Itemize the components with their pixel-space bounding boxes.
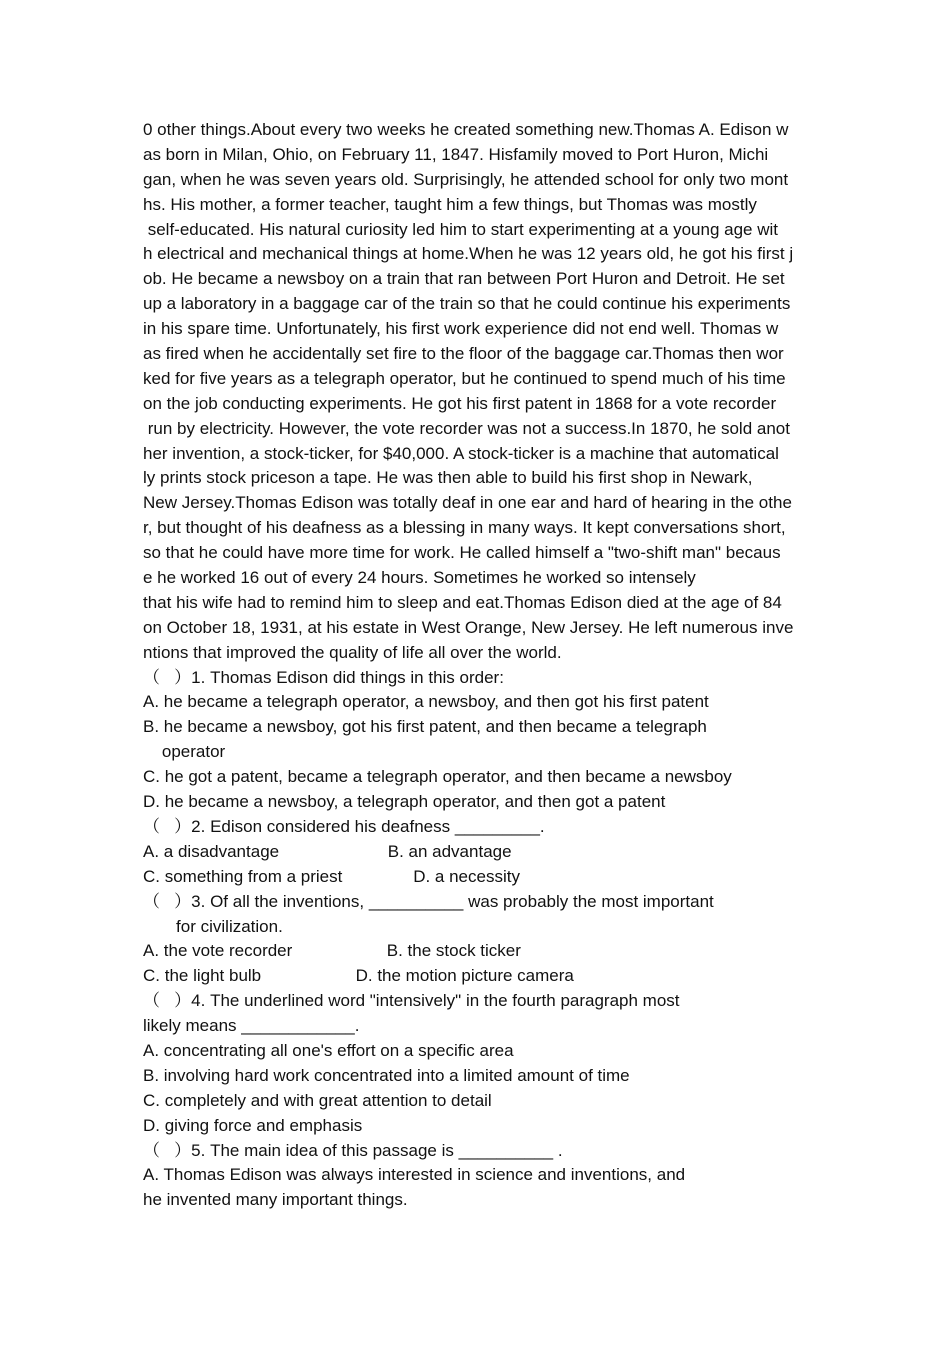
option-b: B. involving hard work concentrated into a limited amount of time	[143, 1065, 630, 1085]
question-stem: （ ）5. The main idea of this passage is __________ .	[143, 1140, 563, 1160]
option-a-continued: he invented many important things.	[143, 1190, 408, 1210]
passage-line: up a laboratory in a baggage car of the train so that he could continue his experiments	[143, 294, 791, 314]
question-stem: （ ）1. Thomas Edison did things in this order:	[143, 667, 504, 687]
passage-line: so that he could have more time for work. He called himself a "two-shift man" becaus	[143, 543, 781, 563]
passage-line: ked for five years as a telegraph operator, but he continued to spend much of his time	[143, 368, 786, 388]
options-c-d: C. the light bulb D. the motion picture camera	[143, 966, 574, 986]
passage-line: as fired when he accidentally set fire to the floor of the baggage car.Thomas then wor	[143, 344, 784, 364]
option-d: D. he became a newsboy, a telegraph operator, and then got a patent	[143, 792, 666, 812]
option-b-continued: operator	[143, 742, 226, 762]
passage-line: hs. His mother, a former teacher, taught him a few things, but Thomas was mostly	[143, 194, 757, 214]
passage-line: in his spare time. Unfortunately, his first work experience did not end well. Thomas w	[143, 319, 779, 339]
question-1	[143, 666, 843, 815]
option-a: A. he became a telegraph operator, a newsboy, and then got his first patent	[143, 692, 709, 712]
option-d: D. giving force and emphasis	[143, 1115, 363, 1135]
question-stem-continued: likely means ____________.	[143, 1016, 360, 1036]
question-2	[143, 815, 843, 890]
options-a-b: A. a disadvantage B. an advantage	[143, 841, 512, 861]
passage-line: r, but thought of his deafness as a blessing in many ways. It kept conversations short,	[143, 518, 786, 538]
question-stem: （ ）3. Of all the inventions, __________ was probably the most important	[143, 891, 714, 911]
question-5	[143, 1139, 843, 1214]
passage-line: on October 18, 1931, at his estate in West Orange, New Jersey. He left numerous inve	[143, 617, 794, 637]
passage-line: that his wife had to remind him to sleep and eat.Thomas Edison died at the age of 84	[143, 592, 782, 612]
option-a: A. Thomas Edison was always interested in science and inventions, and	[143, 1165, 686, 1185]
options-c-d: C. something from a priest D. a necessity	[143, 866, 520, 886]
question-3	[143, 890, 843, 990]
passage-line: gan, when he was seven years old. Surprisingly, he attended school for only two mont	[143, 169, 789, 189]
passage-line: as born in Milan, Ohio, on February 11, 1847. Hisfamily moved to Port Huron, Michi	[143, 144, 769, 164]
passage	[143, 118, 843, 666]
passage-line: h electrical and mechanical things at home.When he was 12 years old, he got his first j	[143, 244, 794, 264]
passage-line: e he worked 16 out of every 24 hours. Sometimes he worked so intensely	[143, 568, 696, 588]
option-c: C. completely and with great attention to detail	[143, 1090, 492, 1110]
option-c: C. he got a patent, became a telegraph operator, and then became a newsboy	[143, 767, 732, 787]
question-4	[143, 989, 843, 1138]
passage-line: ob. He became a newsboy on a train that ran between Port Huron and Detroit. He set	[143, 269, 785, 289]
passage-line: ntions that improved the quality of life all over the world.	[143, 642, 562, 662]
passage-line: self-educated. His natural curiosity led him to start experimenting at a young age wit	[143, 219, 778, 239]
passage-line: on the job conducting experiments. He got his first patent in 1868 for a vote recorder	[143, 393, 777, 413]
passage-line: ly prints stock priceson a tape. He was then able to build his first shop in Newark,	[143, 468, 753, 488]
option-a: A. concentrating all one's effort on a specific area	[143, 1040, 514, 1060]
question-stem: （ ）2. Edison considered his deafness _________.	[143, 816, 545, 836]
passage-line: her invention, a stock-ticker, for $40,000. A stock-ticker is a machine that automatical	[143, 443, 779, 463]
options-a-b: A. the vote recorder B. the stock ticker	[143, 941, 521, 961]
question-stem: （ ）4. The underlined word "intensively" in the fourth paragraph most	[143, 991, 680, 1011]
question-stem-continued: for civilization.	[143, 916, 283, 936]
passage-line: run by electricity. However, the vote recorder was not a success.In 1870, he sold anot	[143, 418, 790, 438]
passage-line: New Jersey.Thomas Edison was totally deaf in one ear and hard of hearing in the othe	[143, 493, 792, 513]
option-b: B. he became a newsboy, got his first patent, and then became a telegraph	[143, 717, 707, 737]
passage-line: 0 other things.About every two weeks he created something new.Thomas A. Edison w	[143, 120, 789, 139]
document-text	[143, 118, 843, 1213]
